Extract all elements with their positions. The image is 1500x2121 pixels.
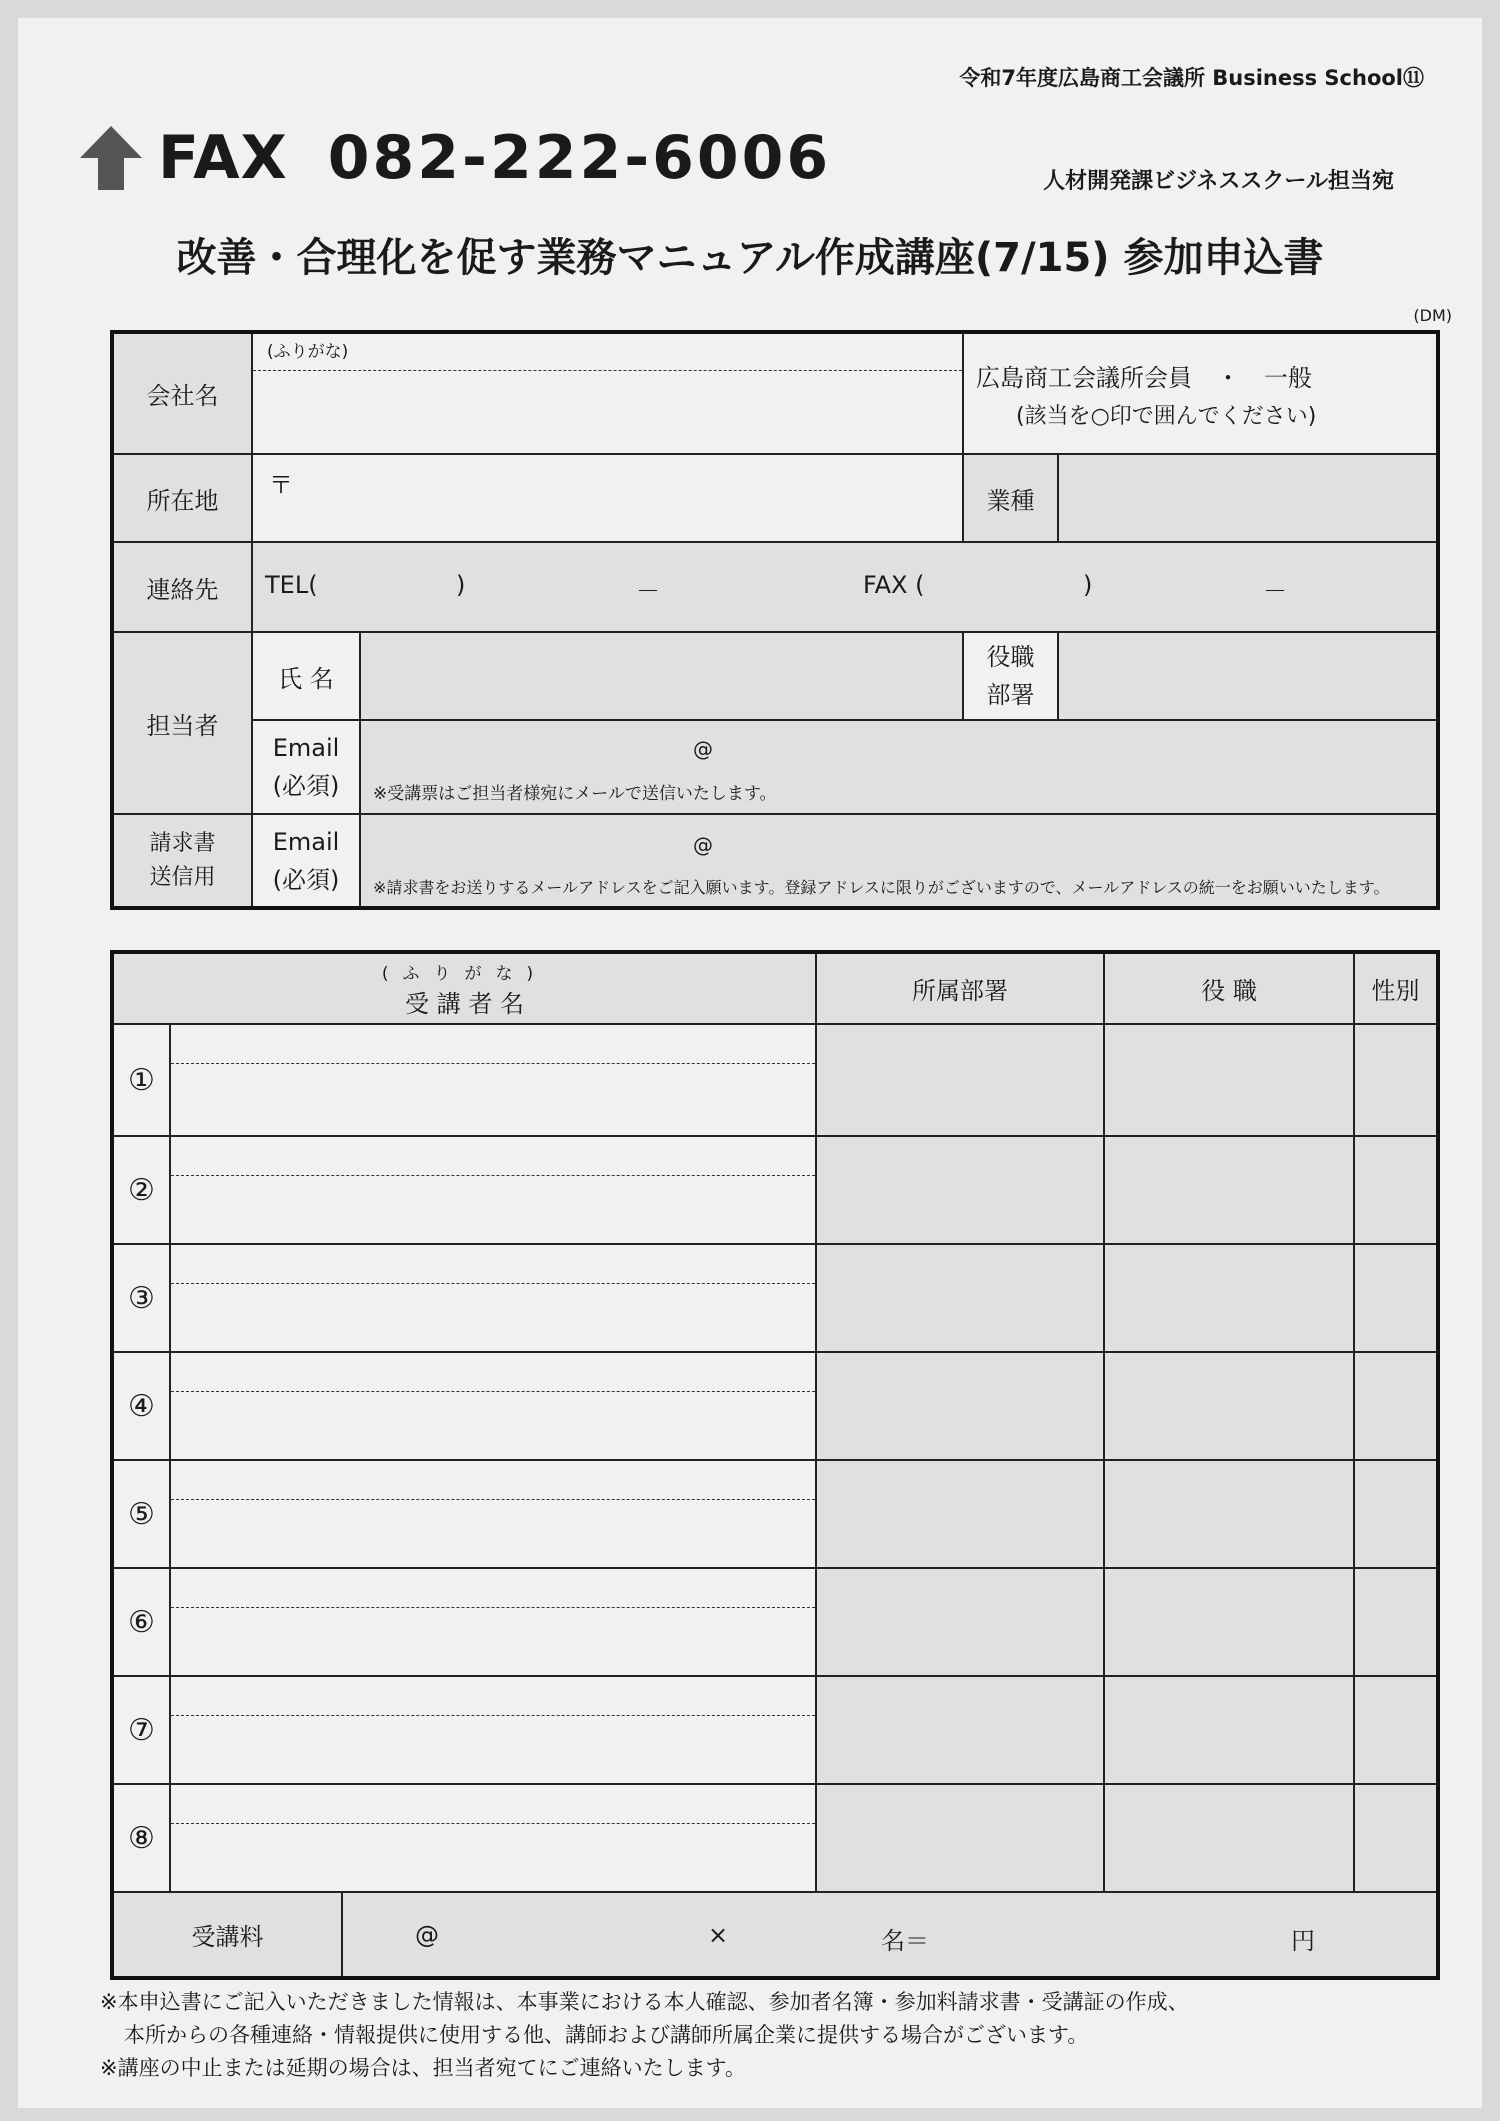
tel-close: ) [456, 571, 466, 599]
participant-gender-field[interactable] [1354, 1136, 1438, 1244]
fax-field-label: FAX ( [863, 571, 925, 599]
row-number: ③ [112, 1244, 170, 1352]
invoice-at: @ [693, 833, 713, 857]
participant-gender-field[interactable] [1354, 1784, 1438, 1892]
participant-name-field[interactable] [170, 1244, 816, 1352]
participant-role-field[interactable] [1104, 1024, 1354, 1136]
fax-close: ) [1083, 571, 1093, 599]
up-arrow-icon [78, 124, 144, 192]
postal-mark: 〒 [269, 471, 293, 499]
tel-dash: － [636, 577, 660, 605]
row-number: ② [112, 1136, 170, 1244]
participant-furigana-line [171, 1677, 815, 1716]
address-label: 所在地 [112, 454, 252, 542]
participant-role-field[interactable] [1104, 1460, 1354, 1568]
fee-times: × [708, 1921, 729, 1949]
participant-gender-field[interactable] [1354, 1676, 1438, 1784]
participant-furigana-line [171, 1461, 815, 1500]
participant-row [112, 1352, 1438, 1460]
person-label: 担当者 [112, 632, 252, 814]
participant-furigana-line [171, 1025, 815, 1064]
note-line-3: ※講座の中止または延期の場合は、担当者宛てにご連絡いたします。 [100, 2056, 746, 2080]
participant-role-field[interactable] [1104, 1568, 1354, 1676]
position-label [963, 632, 1058, 720]
participant-furigana-line [171, 1245, 815, 1284]
participant-furigana-line [171, 1785, 815, 1824]
recipient-dept: 人材開発課ビジネススクール担当宛 [1043, 169, 1394, 194]
gender-header: 性別 [1354, 952, 1438, 1024]
participant-name-header [112, 952, 816, 1024]
fax-dash: － [1263, 577, 1287, 605]
participant-row [112, 1460, 1438, 1568]
participant-furigana-line [171, 1569, 815, 1608]
participant-dept-field[interactable] [816, 1024, 1104, 1136]
industry-field[interactable] [1058, 454, 1438, 542]
participant-furigana-line [171, 1137, 815, 1176]
participant-role-field[interactable] [1104, 1352, 1354, 1460]
participant-row [112, 1024, 1438, 1136]
participant-name-field[interactable] [170, 1352, 816, 1460]
invoice-label [112, 814, 252, 908]
page-title: 改善・合理化を促す業務マニュアル作成講座(7/15) 参加申込書 [176, 235, 1324, 281]
company-name-field[interactable] [252, 332, 963, 454]
email-label-text: Email [272, 734, 340, 762]
participant-gender-field[interactable] [1354, 1460, 1438, 1568]
participant-gender-field[interactable] [1354, 1568, 1438, 1676]
invoice-email-required: (必須) [272, 865, 340, 894]
participant-dept-field[interactable] [816, 1352, 1104, 1460]
tel-label: TEL( [265, 571, 318, 599]
row-number: ⑧ [112, 1784, 170, 1892]
fee-yen: 円 [1291, 1927, 1315, 1955]
participant-name-field[interactable] [170, 1676, 816, 1784]
participant-name-field[interactable] [170, 1136, 816, 1244]
position-label-line1: 役職 [986, 643, 1035, 671]
participant-role-field[interactable] [1104, 1676, 1354, 1784]
participant-dept-field[interactable] [816, 1244, 1104, 1352]
participant-name-title: 受 講 者 名 [405, 989, 524, 1018]
row-number: ⑦ [112, 1676, 170, 1784]
participant-dept-field[interactable] [816, 1784, 1104, 1892]
program-label: 令和7年度広島商工会議所 Business School⑪ [959, 66, 1424, 90]
dept-header: 所属部署 [816, 952, 1104, 1024]
participant-row [112, 1676, 1438, 1784]
invoice-note: ※請求書をお送りするメールアドレスをご記入願います。登録アドレスに限りがございますので、メールアドレスの統一をお願いいたします。 [373, 878, 1390, 897]
participant-row [112, 1136, 1438, 1244]
position-label-line2: 部署 [986, 681, 1035, 709]
industry-label: 業種 [963, 454, 1058, 542]
participant-name-field[interactable] [170, 1024, 816, 1136]
participant-role-field[interactable] [1104, 1136, 1354, 1244]
membership-cell[interactable] [963, 332, 1438, 454]
participant-row [112, 1244, 1438, 1352]
invoice-email-field[interactable] [360, 814, 1438, 908]
contact-label: 連絡先 [112, 542, 252, 632]
row-number: ④ [112, 1352, 170, 1460]
participant-dept-field[interactable] [816, 1676, 1104, 1784]
company-name-label: 会社名 [112, 332, 252, 454]
participant-dept-field[interactable] [816, 1568, 1104, 1676]
address-field[interactable] [252, 454, 963, 542]
participant-gender-field[interactable] [1354, 1244, 1438, 1352]
fee-at: @ [415, 1921, 439, 1949]
fee-field[interactable] [342, 1892, 1438, 1978]
company-info-table [110, 330, 1440, 910]
fax-label: FAX [158, 123, 288, 193]
participant-furigana-line [171, 1353, 815, 1392]
invoice-email-label [252, 814, 360, 908]
email-field[interactable] [360, 720, 1438, 814]
note-line-1: ※本申込書にご記入いただきました情報は、本事業における本人確認、参加者名簿・参加料請求書・受講証の作成、 [100, 1990, 1189, 2014]
participant-name-field[interactable] [170, 1568, 816, 1676]
membership-options: 広島商工会議所会員 ・ 一般 [976, 363, 1313, 392]
participant-furigana: (ふりがな) [381, 963, 548, 984]
company-furigana: (ふりがな) [253, 334, 962, 371]
contact-field[interactable] [252, 542, 1438, 632]
participant-name-field[interactable] [170, 1460, 816, 1568]
participant-gender-field[interactable] [1354, 1024, 1438, 1136]
form-sheet [18, 18, 1482, 2108]
participant-row [112, 1784, 1438, 1892]
fax-header [78, 123, 831, 193]
membership-note: (該当を○印で囲んでください) [1016, 403, 1317, 429]
invoice-label-line1: 請求書 [149, 830, 216, 856]
name-field[interactable] [360, 632, 963, 720]
participants-table [110, 950, 1440, 1980]
participant-row [112, 1568, 1438, 1676]
participant-gender-field[interactable] [1354, 1352, 1438, 1460]
email-at: @ [693, 737, 713, 761]
participant-role-field[interactable] [1104, 1784, 1354, 1892]
fee-persons: 名＝ [881, 1927, 929, 1955]
participant-dept-field[interactable] [816, 1460, 1104, 1568]
notes [100, 1986, 1189, 2085]
position-field[interactable] [1058, 632, 1438, 720]
dm-mark: (DM) [1413, 306, 1452, 325]
note-line-2: 本所からの各種連絡・情報提供に使用する他、講師および講師所属企業に提供する場合がございます。 [124, 2023, 1089, 2047]
participant-dept-field[interactable] [816, 1136, 1104, 1244]
email-label [252, 720, 360, 814]
role-header: 役 職 [1104, 952, 1354, 1024]
participant-role-field[interactable] [1104, 1244, 1354, 1352]
row-number: ⑤ [112, 1460, 170, 1568]
email-note: ※受講票はご担当者様宛にメールで送信いたします。 [373, 784, 777, 804]
fee-label: 受講料 [112, 1892, 342, 1978]
fax-number: 082-222-6006 [327, 123, 832, 193]
email-required: (必須) [272, 772, 340, 800]
row-number: ① [112, 1024, 170, 1136]
invoice-label-line2: 送信用 [149, 864, 216, 890]
name-label: 氏 名 [252, 632, 360, 720]
row-number: ⑥ [112, 1568, 170, 1676]
participant-name-field[interactable] [170, 1784, 816, 1892]
invoice-email-text: Email [272, 827, 340, 856]
